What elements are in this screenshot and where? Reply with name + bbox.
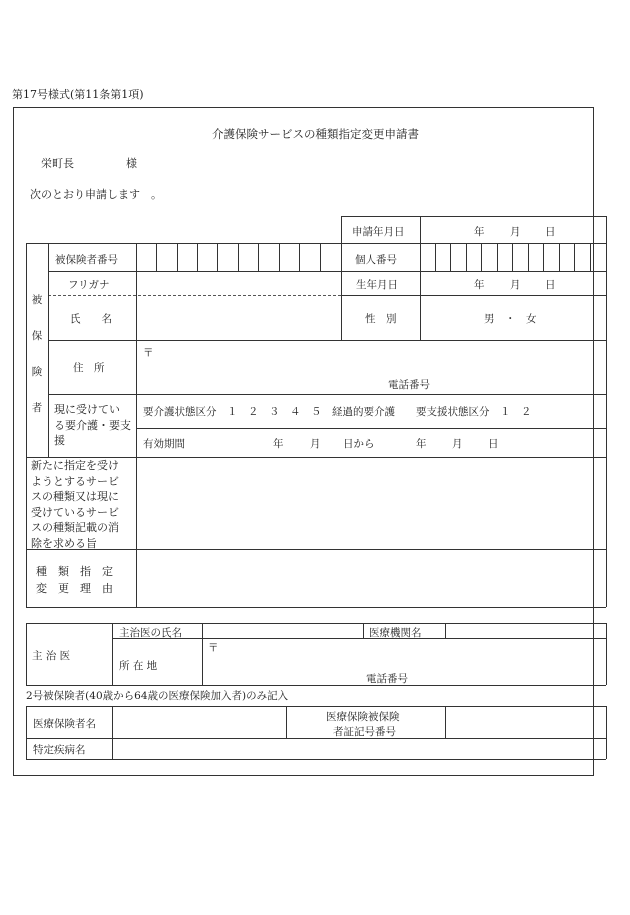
digit-cell-divider	[320, 243, 321, 271]
care-level-label: 現に受けてい る要介護・要支 援	[54, 403, 131, 447]
birth-day: 日	[545, 279, 556, 291]
grid-line	[48, 394, 606, 395]
grid-line	[606, 216, 607, 607]
form-title: 介護保険サービスの種類指定変更申請書	[212, 127, 419, 141]
doctor-postal-mark: 〒	[208, 642, 219, 654]
validity-from-year: 年	[273, 438, 284, 450]
institution-label: 医療機関名	[369, 627, 422, 639]
insurer-label: 医療保険者名	[33, 718, 96, 730]
digit-cell-divider	[528, 243, 529, 271]
validity-label: 有効期間	[143, 438, 185, 450]
cert-label-line1: 医療保険被保険	[326, 711, 400, 723]
grid-line	[26, 623, 606, 624]
digit-cell-divider	[512, 243, 513, 271]
name-label: 氏 名	[70, 313, 112, 325]
grid-line	[202, 623, 203, 685]
grid-line	[363, 623, 364, 638]
digit-cell-divider	[156, 243, 157, 271]
grid-line	[136, 428, 606, 429]
digit-cell-divider	[435, 243, 436, 271]
insured-side-char: 被	[31, 294, 43, 306]
grid-line	[286, 706, 287, 738]
grid-line	[341, 295, 606, 296]
digit-cell-divider	[258, 243, 259, 271]
application-day: 日	[545, 226, 556, 238]
furigana-divider	[48, 295, 341, 296]
birthdate-label: 生年月日	[356, 279, 398, 291]
grid-line	[26, 243, 27, 607]
form-number: 第17号様式(第11条第1項)	[12, 88, 144, 101]
digit-cell-divider	[559, 243, 560, 271]
doctor-side-label: 主 治 医	[32, 650, 71, 662]
digit-cell-divider	[238, 243, 239, 271]
grid-line	[112, 706, 113, 759]
application-year: 年	[474, 226, 485, 238]
grid-line	[26, 706, 27, 759]
grid-line	[445, 706, 446, 738]
digit-cell-divider	[177, 243, 178, 271]
application-month: 月	[510, 226, 521, 238]
grid-line	[606, 706, 607, 759]
disease-label: 特定疾病名	[33, 744, 86, 756]
sex-label: 性 別	[365, 313, 397, 325]
reason-label-line1: 種 類 指 定	[36, 565, 113, 578]
doctor-phone-label: 電話番号	[366, 673, 408, 685]
service-change-label: 新たに指定を受け ようとするサービ スの種類又は現に 受けているサービ スの種類記載の消 除を求める旨	[31, 459, 119, 550]
digit-cell-divider	[299, 243, 300, 271]
grid-line	[445, 623, 446, 638]
grid-line	[26, 685, 606, 686]
grid-line	[26, 759, 606, 760]
insured-side-char: 険	[31, 366, 43, 378]
grid-line	[112, 623, 113, 685]
insured-side-char: 保	[31, 330, 43, 342]
grid-line	[26, 607, 606, 608]
grid-line	[606, 623, 607, 685]
validity-from-month: 月	[310, 438, 321, 450]
digit-cell-divider	[497, 243, 498, 271]
grid-line	[112, 638, 606, 639]
validity-to-day: 日	[488, 438, 499, 450]
secondary-note: 2号被保険者(40歳から64歳の医療保険加入者)のみ記入	[26, 690, 289, 702]
grid-line	[26, 243, 606, 244]
intro-text: 次のとおり申請します 。	[30, 188, 162, 201]
digit-cell-divider	[466, 243, 467, 271]
location-label: 所 在 地	[119, 660, 158, 672]
digit-cell-divider	[217, 243, 218, 271]
sex-options: 男 ・ 女	[484, 313, 537, 325]
digit-cell-divider	[197, 243, 198, 271]
address-label: 住 所	[73, 362, 105, 374]
phone-label: 電話番号	[388, 379, 430, 391]
validity-to-month: 月	[452, 438, 463, 450]
furigana-label: フリガナ	[68, 279, 110, 291]
grid-line	[48, 340, 606, 341]
birth-year: 年	[474, 279, 485, 291]
grid-line	[420, 216, 421, 340]
grid-line	[26, 738, 606, 739]
grid-line	[136, 243, 137, 607]
digit-cell-divider	[590, 243, 591, 271]
grid-line	[48, 271, 606, 272]
grid-line	[26, 706, 606, 707]
digit-cell-divider	[279, 243, 280, 271]
honorific: 様	[126, 157, 137, 170]
doctor-name-label: 主治医の氏名	[119, 627, 182, 639]
application-date-label: 申請年月日	[352, 226, 405, 238]
validity-to-year: 年	[416, 438, 427, 450]
insured-number-label: 被保険者番号	[55, 254, 118, 266]
reason-label-line2: 変 更 理 由	[36, 582, 113, 595]
grid-line	[341, 216, 342, 340]
digit-cell-divider	[450, 243, 451, 271]
digit-cell-divider	[574, 243, 575, 271]
grid-line	[341, 216, 606, 217]
validity-from-suffix: 日から	[343, 438, 375, 450]
postal-mark: 〒	[143, 347, 154, 359]
insured-side-char: 者	[31, 402, 43, 414]
grid-line	[26, 623, 27, 685]
care-level-options: 要介護状態区分 １ ２ ３ ４ ５ 経過的要介護 要支援状態区分 １ ２	[143, 406, 532, 418]
grid-line	[48, 243, 49, 457]
cert-label-line2: 者証記号番号	[333, 726, 396, 738]
birth-month: 月	[510, 279, 521, 291]
personal-number-label: 個人番号	[355, 254, 397, 266]
digit-cell-divider	[481, 243, 482, 271]
digit-cell-divider	[543, 243, 544, 271]
addressee: 栄町長	[41, 157, 74, 170]
